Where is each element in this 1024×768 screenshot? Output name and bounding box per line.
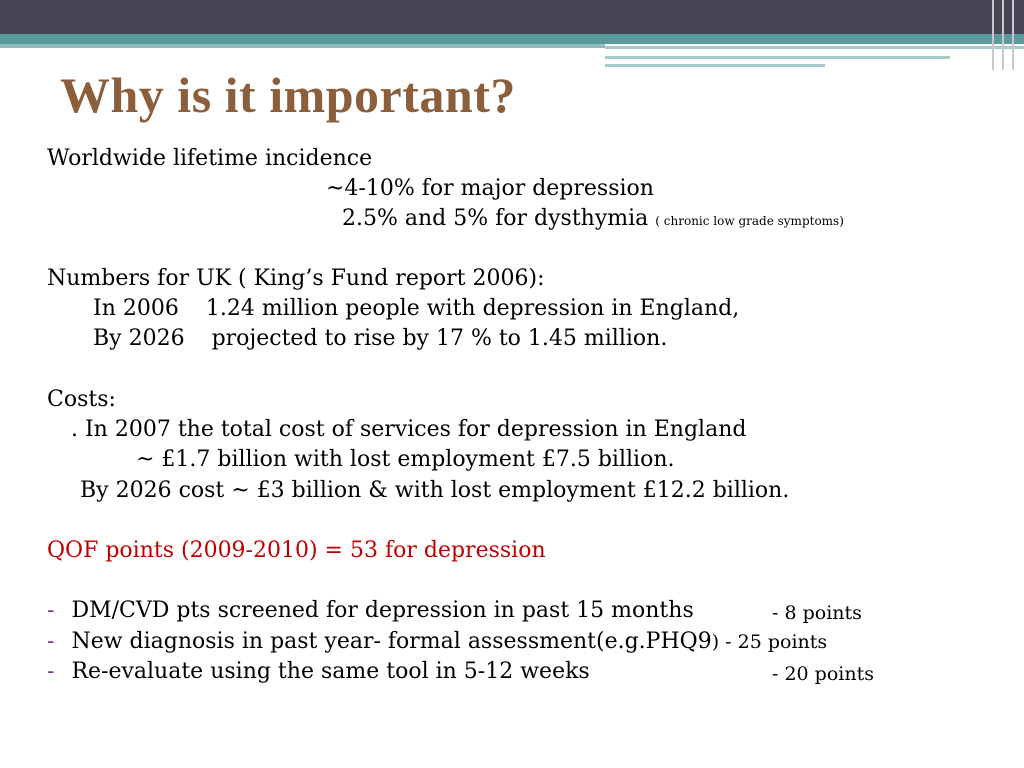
- uk-row-2: [93, 326, 667, 352]
- page-title: Why is it important?: [60, 67, 516, 123]
- qof-item-2-points: - 25 points: [719, 631, 828, 653]
- costs-line-2: ~ £1.7 billion with lost employment £7.5 billion.: [136, 447, 675, 472]
- qof-item-close: ): [711, 631, 720, 653]
- uk-row-1: [93, 296, 739, 322]
- bullet-dash: -: [47, 598, 55, 623]
- costs-line-1: . In 2007 the total cost of services for depression in England: [71, 417, 747, 442]
- uk-row-1-year: In 2006: [93, 296, 179, 321]
- uk-row-2-year: By 2026: [93, 326, 185, 351]
- uk-heading: Numbers for UK ( King’s Fund report 2006):: [47, 266, 545, 291]
- qof-heading: QOF points (2009-2010) = 53 for depression: [47, 538, 546, 563]
- right-stripe-3: [605, 64, 825, 67]
- qof-item-text: Re-evaluate using the same tool in 5-12 weeks: [71, 659, 590, 684]
- incidence-dysthymia: [342, 206, 844, 234]
- uk-row-2-text: projected to rise by 17 % to 1.45 million.: [211, 326, 668, 351]
- qof-item-1: [47, 598, 694, 624]
- dysthymia-text: 2.5% and 5% for dysthymia: [342, 206, 649, 231]
- costs-heading: Costs:: [47, 387, 116, 412]
- top-bar: [0, 0, 1024, 34]
- qof-item-1-points: - 8 points: [772, 602, 862, 624]
- bullet-dash: -: [47, 659, 55, 684]
- qof-item-text: DM/CVD pts screened for depression in past 15 months: [71, 598, 694, 623]
- vertical-line-2: [1002, 0, 1004, 70]
- right-stripe-1: [605, 46, 1024, 49]
- qof-item-2: [47, 629, 827, 655]
- teal-stripe: [0, 34, 1024, 44]
- teal-stripe-thin: [0, 44, 605, 48]
- uk-row-1-text: 1.24 million people with depression in England,: [205, 296, 740, 321]
- incidence-major: ~4-10% for major depression: [326, 176, 654, 201]
- dysthymia-note: ( chronic low grade symptoms): [655, 214, 844, 228]
- vertical-line-1: [992, 0, 994, 70]
- incidence-heading: Worldwide lifetime incidence: [47, 146, 373, 171]
- costs-line-3: By 2026 cost ~ £3 billion & with lost employment £12.2 billion.: [80, 478, 790, 503]
- qof-item-3-points: - 20 points: [772, 663, 874, 685]
- vertical-line-3: [1012, 0, 1014, 70]
- qof-item-text: New diagnosis in past year- formal assessment(e.g.PHQ9: [71, 629, 712, 654]
- qof-item-3: [47, 659, 590, 685]
- bullet-dash: -: [47, 629, 55, 654]
- right-stripe-2: [605, 56, 950, 59]
